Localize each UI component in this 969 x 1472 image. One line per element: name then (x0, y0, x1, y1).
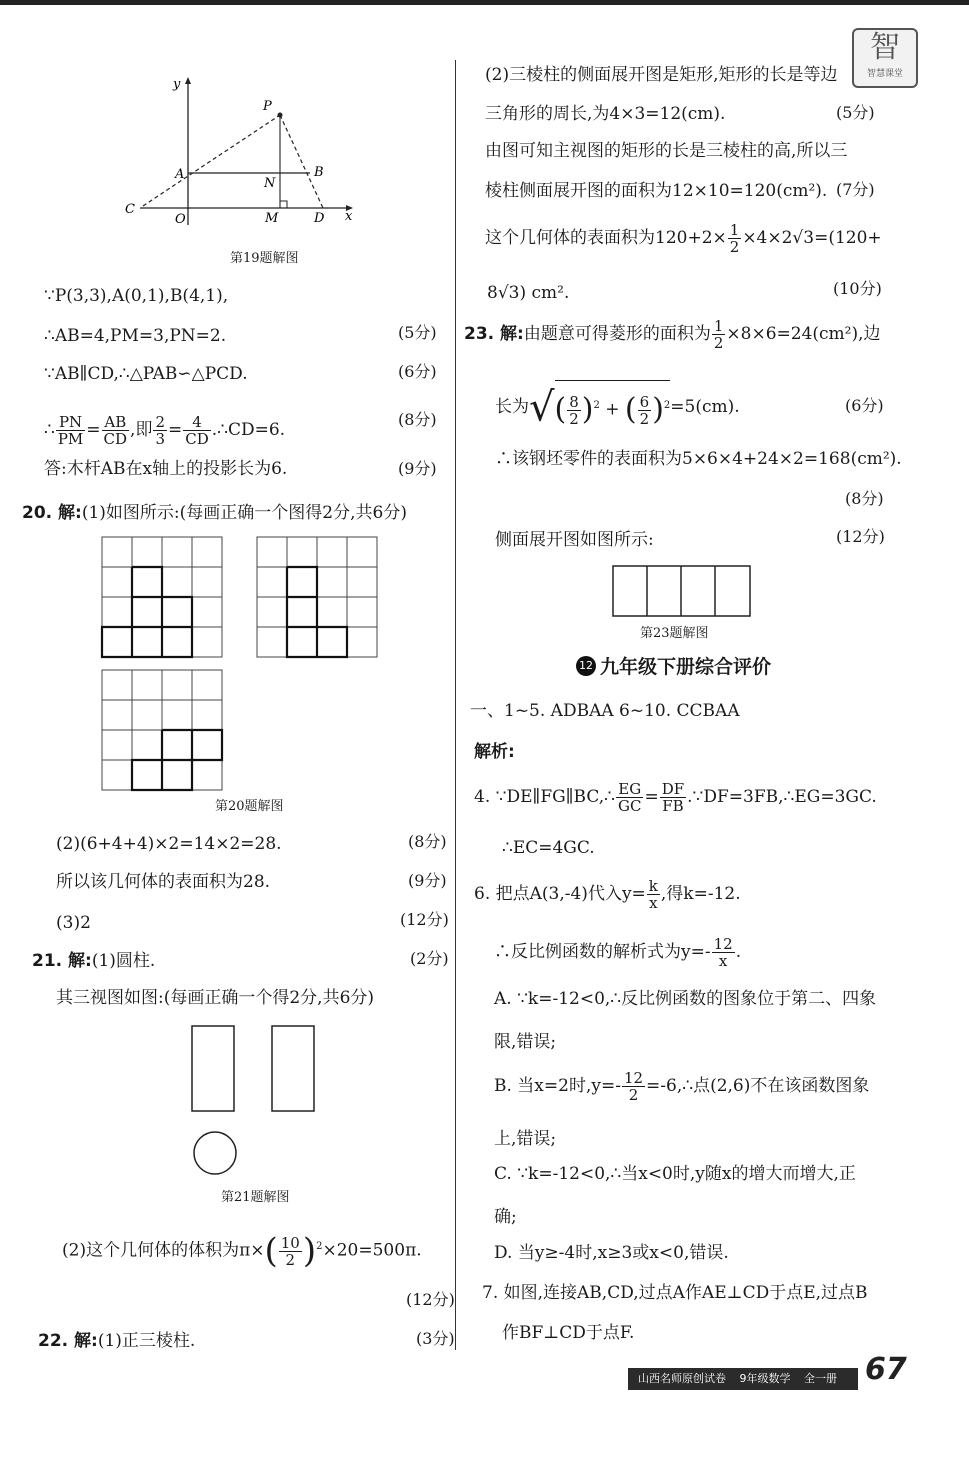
section-number-badge: 12 (576, 656, 596, 676)
r-line-24: 7. 如图,连接AB,CD,过点A作AE⊥CD于点E,过点B (482, 1283, 868, 1303)
r-line-12: 解析: (474, 742, 515, 762)
r-line-22: 确; (494, 1207, 517, 1227)
r-line-6: 8√3) cm². (487, 283, 570, 303)
label-D: D (314, 211, 325, 226)
label-O: O (175, 212, 186, 227)
line-20-3: (3)2 (56, 913, 91, 933)
score: (3分) (416, 1329, 455, 1348)
footer-bar (628, 1368, 858, 1390)
line-20-surface: 所以该几何体的表面积为28. (56, 872, 271, 892)
score: (8分) (398, 410, 437, 429)
q21-header: 21. 解:(1)圆柱. (32, 951, 156, 971)
top-view-circle (194, 1132, 236, 1174)
r-line-4: 棱柱侧面展开图的面积为12×10=120(cm²). (485, 181, 828, 201)
label-M: M (265, 211, 279, 226)
figure-19 (115, 70, 365, 240)
logo-sub: 智慧课堂 (866, 69, 903, 79)
point-P (278, 113, 283, 118)
fig23-caption: 第23题解图 (640, 626, 709, 641)
line-21-views: 其三视图如图:(每画正确一个得2分,共6分) (56, 988, 375, 1008)
score: (10分) (833, 279, 882, 298)
fig21-caption: 第21题解图 (221, 1190, 290, 1205)
r-line-25: 作BF⊥CD于点F. (502, 1323, 635, 1343)
grid-2-shape (287, 567, 347, 657)
front-view-rect (192, 1026, 234, 1111)
side-view-rect (272, 1026, 314, 1111)
y-axis-arrow (185, 77, 191, 84)
q22-header: 22. 解:(1)正三棱柱. (38, 1331, 196, 1351)
grid-3-shape (132, 730, 222, 790)
r-line-1: (2)三棱柱的侧面展开图是矩形,矩形的长是等边 (485, 65, 838, 85)
line-similar: ∵AB∥CD,∴△PAB∽△PCD. (44, 364, 248, 384)
label-P: P (263, 99, 272, 114)
score: (6分) (398, 362, 437, 381)
line-lengths: ∴AB=4,PM=3,PN=2. (44, 326, 227, 346)
page-number: 67 (865, 1352, 907, 1387)
line-given-points: ∵P(3,3),A(0,1),B(4,1), (44, 286, 229, 306)
score: (2分) (410, 949, 449, 968)
score: (12分) (400, 910, 449, 929)
label-N: N (264, 176, 276, 191)
q20-header: 20. 解:(1)如图所示:(每画正确一个图得2分,共6分) (22, 503, 407, 523)
footer-grade: 9年级数学 (739, 1372, 791, 1385)
score: (5分) (836, 103, 875, 122)
r-line-23: D. 当y≥-4时,x≥3或x<0,错误. (494, 1243, 729, 1263)
line-20-2: (2)(6+4+4)×2=14×2=28. (56, 834, 282, 854)
footer-book: 山西名师原创试卷 (638, 1372, 726, 1385)
r-line-5: 这个几何体的表面积为120+2× $\frac{1}{2}$ ×4×2√3=(120+ (485, 221, 882, 256)
score: (12分) (406, 1290, 455, 1309)
right-angle-mark (280, 201, 287, 208)
figure-21 (185, 1022, 325, 1182)
score: (9分) (408, 871, 447, 890)
label-x: x (345, 209, 353, 224)
label-C: C (125, 202, 135, 217)
score: (8分) (845, 489, 884, 508)
logo (852, 28, 918, 88)
score: (6分) (845, 396, 884, 415)
line-21-volume: (2)这个几何体的体积为π×( $\frac{10}{2}$ )$^2$×20=500π. (62, 1231, 422, 1272)
r-line-3: 由图可知主视图的矩形的长是三棱柱的高,所以三 (485, 141, 848, 161)
r-line-13: 4. ∵DE∥FG∥BC,∴ $\frac{EG}{GC}$ = $\frac{DF}{FB}$ .∵DF=3FB,∴EG=3GC. (474, 780, 877, 815)
grid-1-shape (102, 567, 192, 657)
fig20-caption: 第20题解图 (215, 799, 284, 814)
r-line-8: 长为√( $\frac{8}{2}$ )$^2$ + ( $\frac{6}{2}$ )$^2$=5(cm). (495, 380, 740, 435)
line-answer-19: 答:木杆AB在x轴上的投影长为6. (44, 459, 288, 479)
r-line-11: 一、1~5. ADBAA 6~10. CCBAA (470, 701, 740, 721)
line-ratio: ∴ $\frac{PN}{PM}$ = $\frac{AB}{CD}$ ,即 $\frac{2}{3}$ = $\frac{4}{CD}$ .∴CD=6. (44, 413, 286, 448)
r-line-9: ∴该钢坯零件的表面积为5×6×4+24×2=168(cm²). (495, 449, 902, 469)
line-PD (280, 115, 323, 208)
r-line-17: A. ∵k=-12<0,∴反比例函数的图象位于第二、四象 (494, 989, 877, 1009)
score: (7分) (836, 180, 875, 199)
label-A: A (175, 167, 185, 182)
r-line-19: B. 当x=2时,y=- $\frac{12}{2}$ =-6,∴点(2,6)不在该函数图象 (494, 1069, 870, 1104)
q23-header: 23. 解:由题意可得菱形的面积为 $\frac{1}{2}$ ×8×6=24(cm²),边 (464, 317, 881, 352)
r-line-15: 6. 把点A(3,-4)代入y= $\frac{k}{x}$ ,得k=-12. (474, 877, 741, 912)
line-CP (143, 115, 280, 206)
r-line-14: ∴EC=4GC. (502, 838, 595, 858)
r-line-10: 侧面展开图如图所示: (495, 530, 654, 550)
figure-23 (610, 563, 755, 621)
r-line-2: 三角形的周长,为4×3=12(cm). (485, 104, 726, 124)
score: (5分) (398, 323, 437, 342)
column-divider (455, 60, 456, 1350)
r-line-16: ∴反比例函数的解析式为y=- $\frac{12}{x}$ . (494, 935, 742, 970)
fig19-caption: 第19题解图 (230, 251, 299, 266)
r-line-20: 上,错误; (494, 1129, 557, 1149)
score: (9分) (398, 459, 437, 478)
label-y: y (173, 77, 181, 92)
top-edge-bar (0, 0, 969, 5)
figure-20 (100, 535, 390, 795)
score: (12分) (836, 527, 885, 546)
score: (8分) (408, 832, 447, 851)
label-B: B (314, 165, 324, 180)
section-title: 九年级下册综合评价 (600, 656, 772, 678)
footer-volume: 全一册 (804, 1372, 837, 1385)
logo-char: 智 (870, 30, 900, 65)
r-line-21: C. ∵k=-12<0,∴当x<0时,y随x的增大而增大,正 (494, 1164, 856, 1184)
r-line-18: 限,错误; (494, 1032, 557, 1052)
